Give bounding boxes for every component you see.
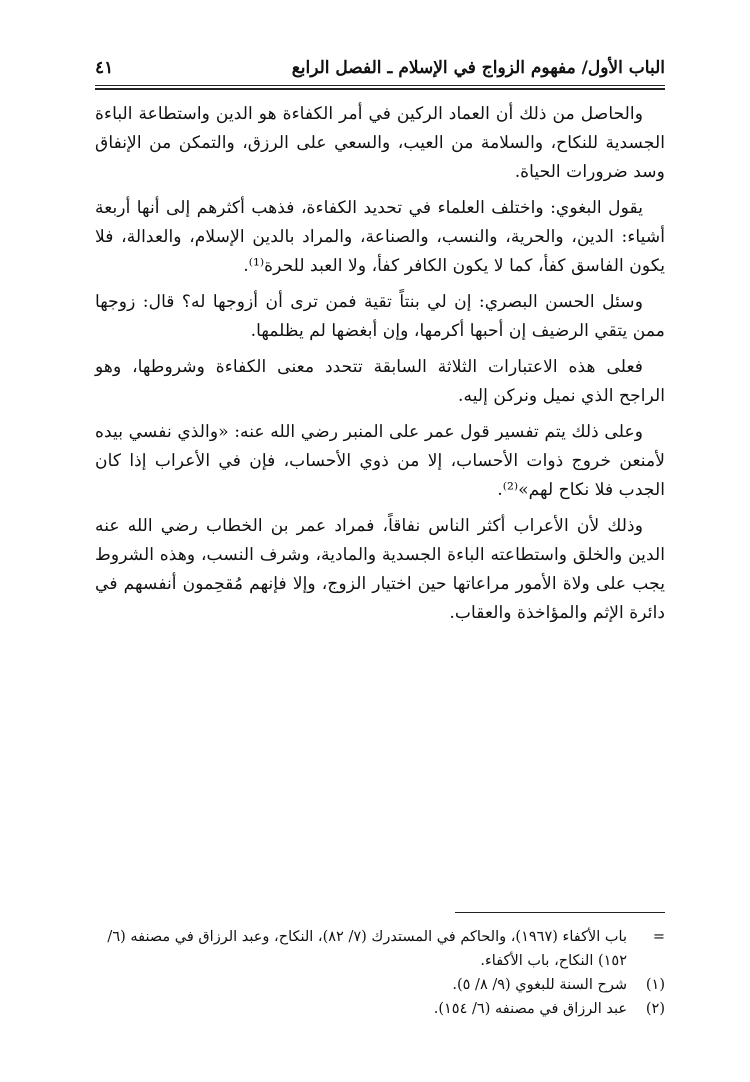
footnote-separator <box>455 912 665 913</box>
paragraph: وسئل الحسن البصري: إن لي بنتاً تقية فمن ترى أن أزوجها له؟ قال: زوجها ممن يتقي الرضيف إن أحبها أكرمها، وإن أبغضها لم يظلمها. <box>95 292 665 341</box>
footnote-mark: (٢) <box>645 1001 665 1017</box>
header-rule-thick <box>95 88 665 90</box>
footnote-1 <box>95 973 665 997</box>
main-text <box>95 100 665 635</box>
paragraph: وذلك لأن الأعراب أكثر الناس نفاقاً، فمراد عمر بن الخطاب رضي الله عنه الدين والخلق واستطاعته الباءة الجسدية والمادية، وشرف النسب، وهذه الشروط يجب على ولاة الأمور مراعاتها حين اختيار الزوج، وإلا فإنهم مُقحِمون أنفسهم في دائرة الإثم والمؤاخذة والعقاب. <box>95 516 665 623</box>
footnote-text: شرح السنة للبغوي (٩/ ٨/ ٥). <box>452 977 627 993</box>
footnote-text: عبد الرزاق في مصنفه (٦/ ١٥٤). <box>433 1001 627 1017</box>
chapter-title: الباب الأول/ مفهوم الزواج في الإسلام ـ الفصل الرابع <box>291 58 665 78</box>
footnote-2 <box>95 997 665 1021</box>
footnotes <box>95 925 665 1021</box>
running-header <box>95 54 665 84</box>
paragraph: والحاصل من ذلك أن العماد الركين في أمر الكفاءة هو الدين واستطاعة الباءة الجسدية للنكاح، والسلامة من العيب، والسعي على الرزق، والتمكن من الإنفاق وسد ضرورات الحياة. <box>95 104 665 182</box>
header-rule <box>95 85 665 86</box>
footnote-text: باب الأكفاء (١٩٦٧)، والحاكم في المستدرك (٧/ ٨٢)، النكاح، وعبد الرزاق في مصنفه (٦/ ١٥٢) النكاح، باب الأكفاء. <box>107 929 627 969</box>
footnote-continuation <box>95 925 665 973</box>
page-number: ٤١ <box>95 58 114 78</box>
footnote-mark: (١) <box>645 977 665 993</box>
paragraph: وعلى ذلك يتم تفسير قول عمر على المنبر رضي الله عنه: «والذي نفسي بيده لأمنعن خروج ذوات الأحساب، إلا من ذوي الأحساب، فإن في الأعراب إذا كان الجدب فلا نكاح لهم»⁽²⁾. <box>95 422 665 500</box>
footnote-mark: = <box>652 929 665 945</box>
paragraph: فعلى هذه الاعتبارات الثلاثة السابقة تتحدد معنى الكفاءة وشروطها، وهو الراجح الذي نميل ونركن إليه. <box>95 357 665 406</box>
paragraph: يقول البغوي: واختلف العلماء في تحديد الكفاءة، فذهب أكثرهم إلى أنها أربعة أشياء: الدين، والحرية، والنسب، والصناعة، والمراد بالدين الإسلام، والعدالة، فلا يكون الفاسق كفأ، كما لا يكون الكافر كفأ، ولا العبد للحرة⁽¹⁾. <box>95 198 665 276</box>
